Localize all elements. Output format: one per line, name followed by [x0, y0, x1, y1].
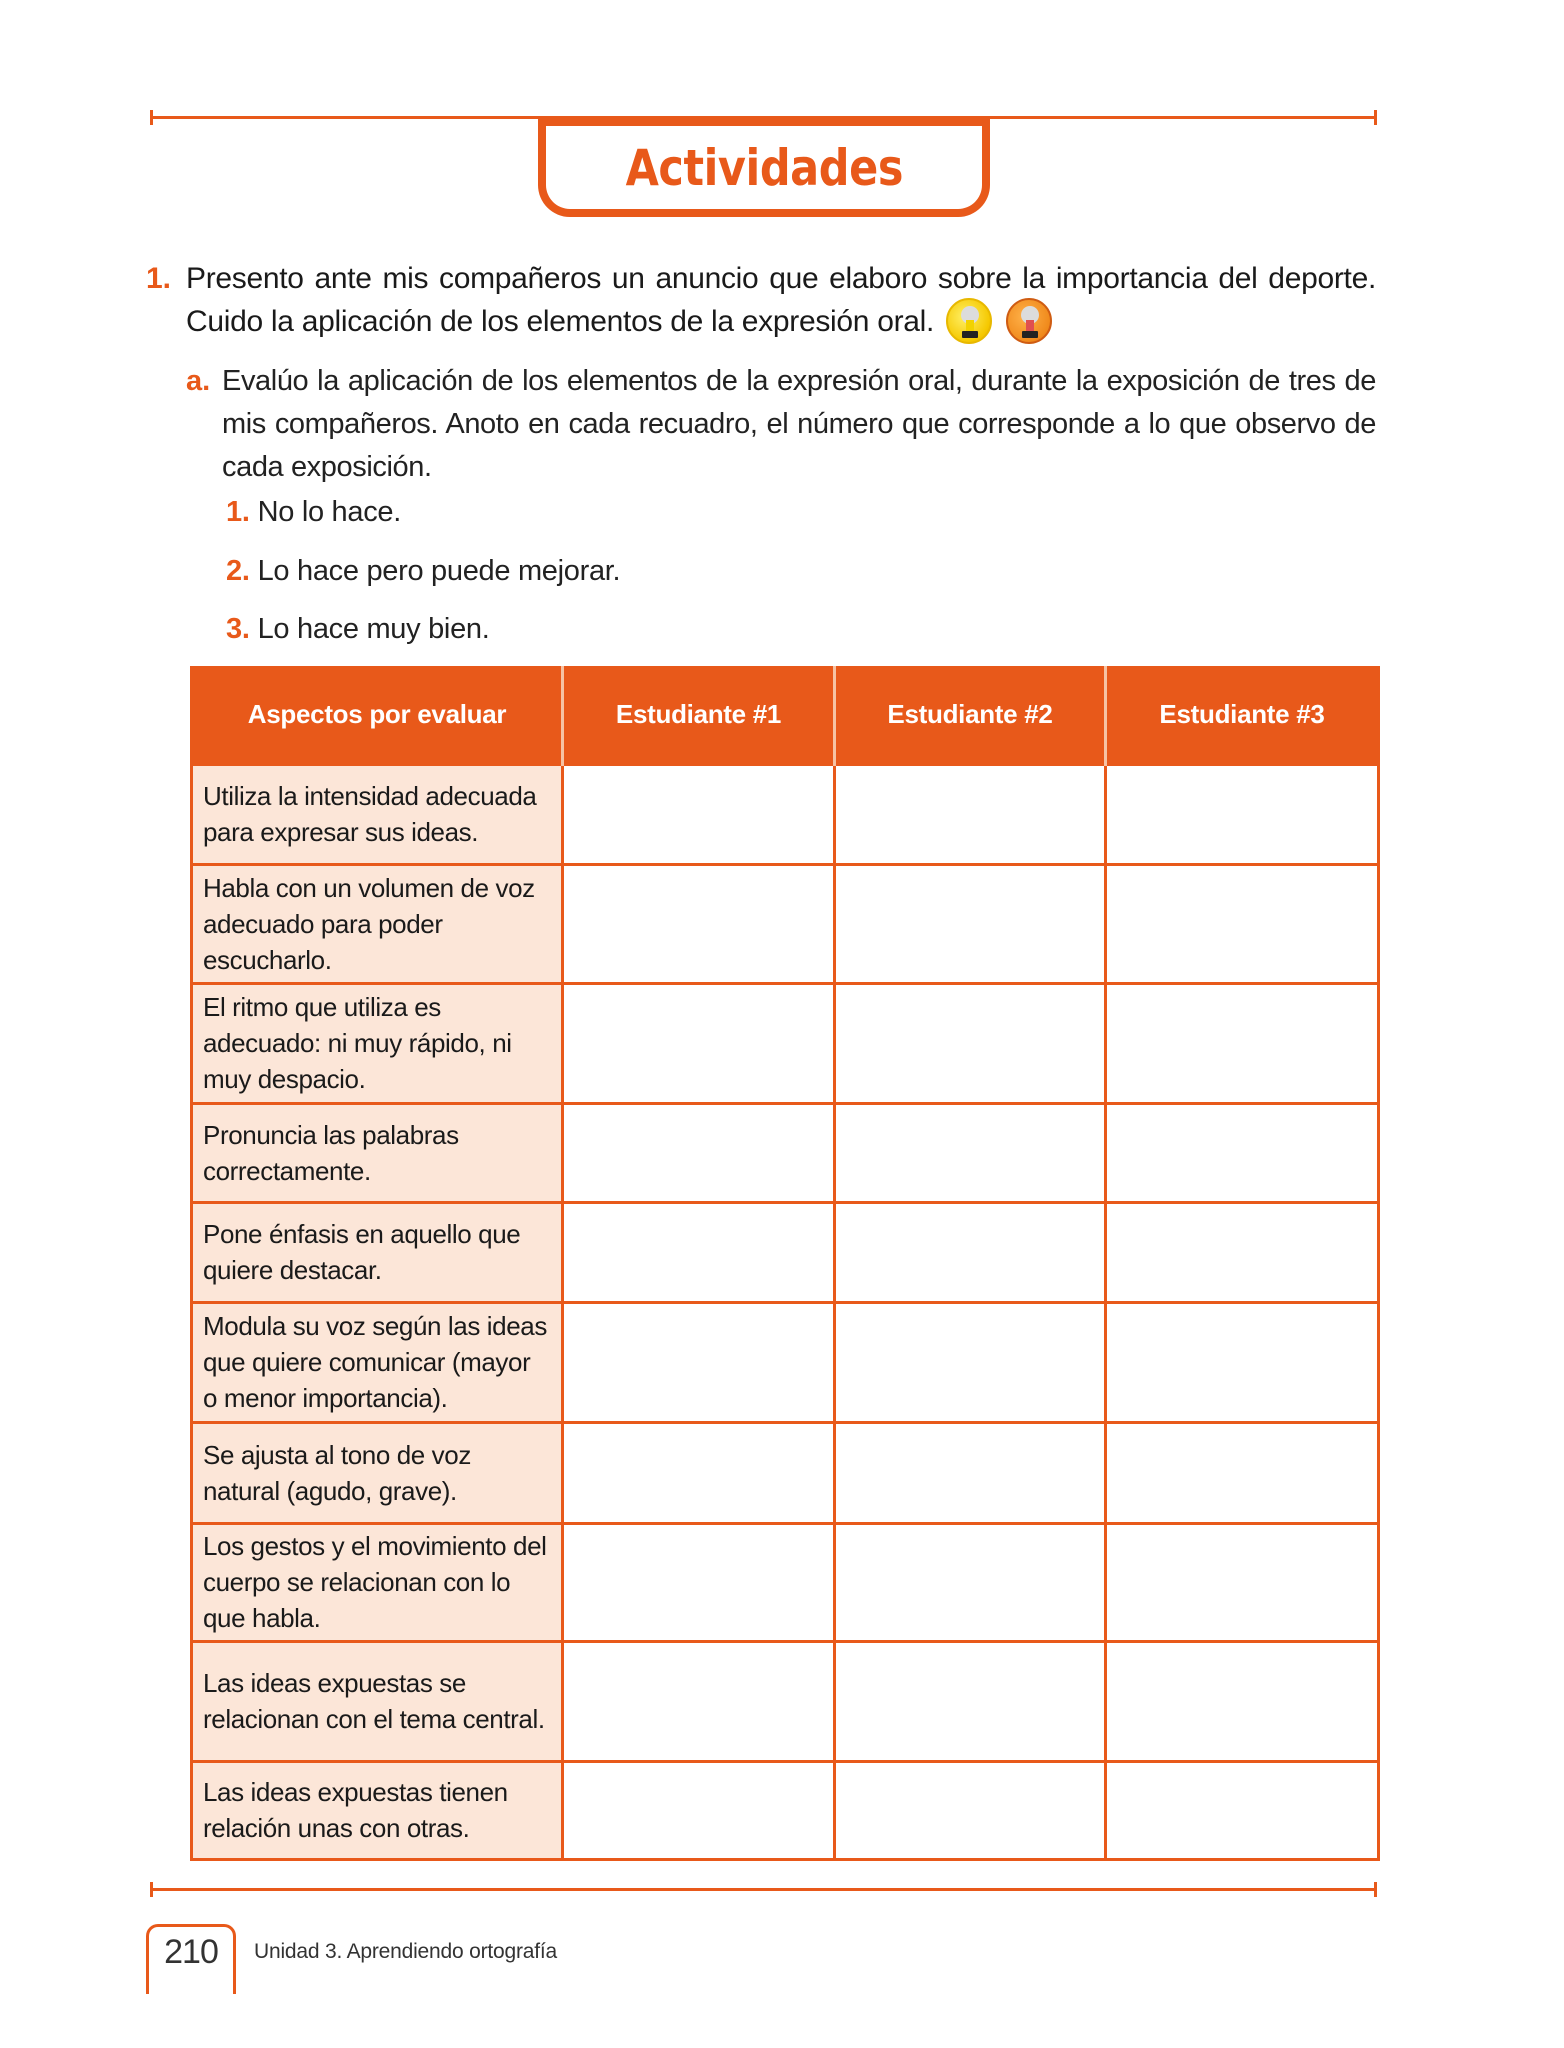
- activity-1a: [186, 360, 1376, 489]
- scale-item-3: 3. Lo hace muy bien.: [226, 613, 490, 645]
- table-row: [192, 983, 1379, 1103]
- score-cell-student-1[interactable]: [563, 1202, 835, 1302]
- score-cell-student-1[interactable]: [563, 1761, 835, 1859]
- bottom-rule: [150, 1888, 1377, 1891]
- score-cell-student-3[interactable]: [1106, 1641, 1379, 1761]
- table-row: [192, 1302, 1379, 1422]
- score-cell-student-3[interactable]: [1106, 1422, 1379, 1523]
- competence-icons: [946, 298, 1052, 344]
- score-cell-student-3[interactable]: [1106, 1302, 1379, 1422]
- activity-1: [146, 258, 1376, 346]
- activity-1a-text: Evalúo la aplicación de los elementos de la expresión oral, durante la exposición de tres de mis compañeros. Anoto en cada recuadro, el número que corresponde a lo que observo de cada exposición.: [222, 365, 1376, 483]
- aspect-cell: Pronuncia las palabras correctamente.: [192, 1103, 563, 1202]
- aspect-cell: Habla con un volumen de voz adecuado para poder escucharlo.: [192, 864, 563, 983]
- aspect-cell: Se ajusta al tono de voz natural (agudo, grave).: [192, 1422, 563, 1523]
- table-row: [192, 764, 1379, 864]
- table-row: [192, 1103, 1379, 1202]
- evaluation-table: [190, 666, 1380, 1861]
- score-cell-student-2[interactable]: [835, 983, 1106, 1103]
- score-cell-student-1[interactable]: [563, 1422, 835, 1523]
- page-number-tab: [146, 1924, 236, 1994]
- aspect-cell: Pone énfasis en aquello que quiere destacar.: [192, 1202, 563, 1302]
- score-cell-student-3[interactable]: [1106, 1523, 1379, 1641]
- aspect-cell: Las ideas expuestas se relacionan con el tema central.: [192, 1641, 563, 1761]
- lightbulb-orange-icon: [1006, 298, 1052, 344]
- score-cell-student-3[interactable]: [1106, 864, 1379, 983]
- activity-letter: a.: [186, 365, 211, 397]
- score-cell-student-1[interactable]: [563, 983, 835, 1103]
- score-cell-student-3[interactable]: [1106, 1202, 1379, 1302]
- aspect-cell: Utiliza la intensidad adecuada para expresar sus ideas.: [192, 764, 563, 864]
- section-title: Actividades: [625, 138, 903, 197]
- score-cell-student-2[interactable]: [835, 864, 1106, 983]
- score-cell-student-1[interactable]: [563, 1103, 835, 1202]
- scale-item-2: 2. Lo hace pero puede mejorar.: [226, 555, 621, 587]
- table-header-row: [192, 666, 1379, 764]
- score-cell-student-3[interactable]: [1106, 1761, 1379, 1859]
- aspect-cell: Los gestos y el movimiento del cuerpo se relacionan con lo que habla.: [192, 1523, 563, 1641]
- aspect-cell: Modula su voz según las ideas que quiere comunicar (mayor o menor importancia).: [192, 1302, 563, 1422]
- section-title-tab: [538, 116, 990, 217]
- score-cell-student-2[interactable]: [835, 764, 1106, 864]
- score-cell-student-2[interactable]: [835, 1761, 1106, 1859]
- table-row: [192, 1422, 1379, 1523]
- activity-number: 1.: [146, 262, 172, 295]
- score-cell-student-1[interactable]: [563, 764, 835, 864]
- score-cell-student-1[interactable]: [563, 1523, 835, 1641]
- score-cell-student-3[interactable]: [1106, 983, 1379, 1103]
- score-cell-student-2[interactable]: [835, 1523, 1106, 1641]
- aspect-cell: El ritmo que utiliza es adecuado: ni muy rápido, ni muy despacio.: [192, 983, 563, 1103]
- score-cell-student-3[interactable]: [1106, 764, 1379, 864]
- activity-1-text: Presento ante mis compañeros un anuncio que elaboro sobre la importancia del deporte. Cuido la aplicación de los elementos de la expresión oral.: [186, 258, 1376, 346]
- header-student-1: Estudiante #1: [563, 666, 835, 764]
- score-cell-student-2[interactable]: [835, 1641, 1106, 1761]
- score-cell-student-2[interactable]: [835, 1422, 1106, 1523]
- table-row: [192, 1523, 1379, 1641]
- unit-title: Unidad 3. Aprendiendo ortografía: [254, 1940, 557, 1963]
- score-cell-student-2[interactable]: [835, 1302, 1106, 1422]
- score-cell-student-2[interactable]: [835, 1103, 1106, 1202]
- table-row: [192, 1641, 1379, 1761]
- table-row: [192, 1761, 1379, 1859]
- score-cell-student-1[interactable]: [563, 1641, 835, 1761]
- page-number: 210: [164, 1933, 218, 1971]
- lightbulb-yellow-icon: [946, 298, 992, 344]
- table-row: [192, 864, 1379, 983]
- score-cell-student-1[interactable]: [563, 1302, 835, 1422]
- header-student-3: Estudiante #3: [1106, 666, 1379, 764]
- score-cell-student-2[interactable]: [835, 1202, 1106, 1302]
- score-cell-student-1[interactable]: [563, 864, 835, 983]
- aspect-cell: Las ideas expuestas tienen relación unas con otras.: [192, 1761, 563, 1859]
- scale-item-1: 1. No lo hace.: [226, 496, 401, 528]
- score-cell-student-3[interactable]: [1106, 1103, 1379, 1202]
- header-student-2: Estudiante #2: [835, 666, 1106, 764]
- table-row: [192, 1202, 1379, 1302]
- header-aspects: Aspectos por evaluar: [192, 666, 563, 764]
